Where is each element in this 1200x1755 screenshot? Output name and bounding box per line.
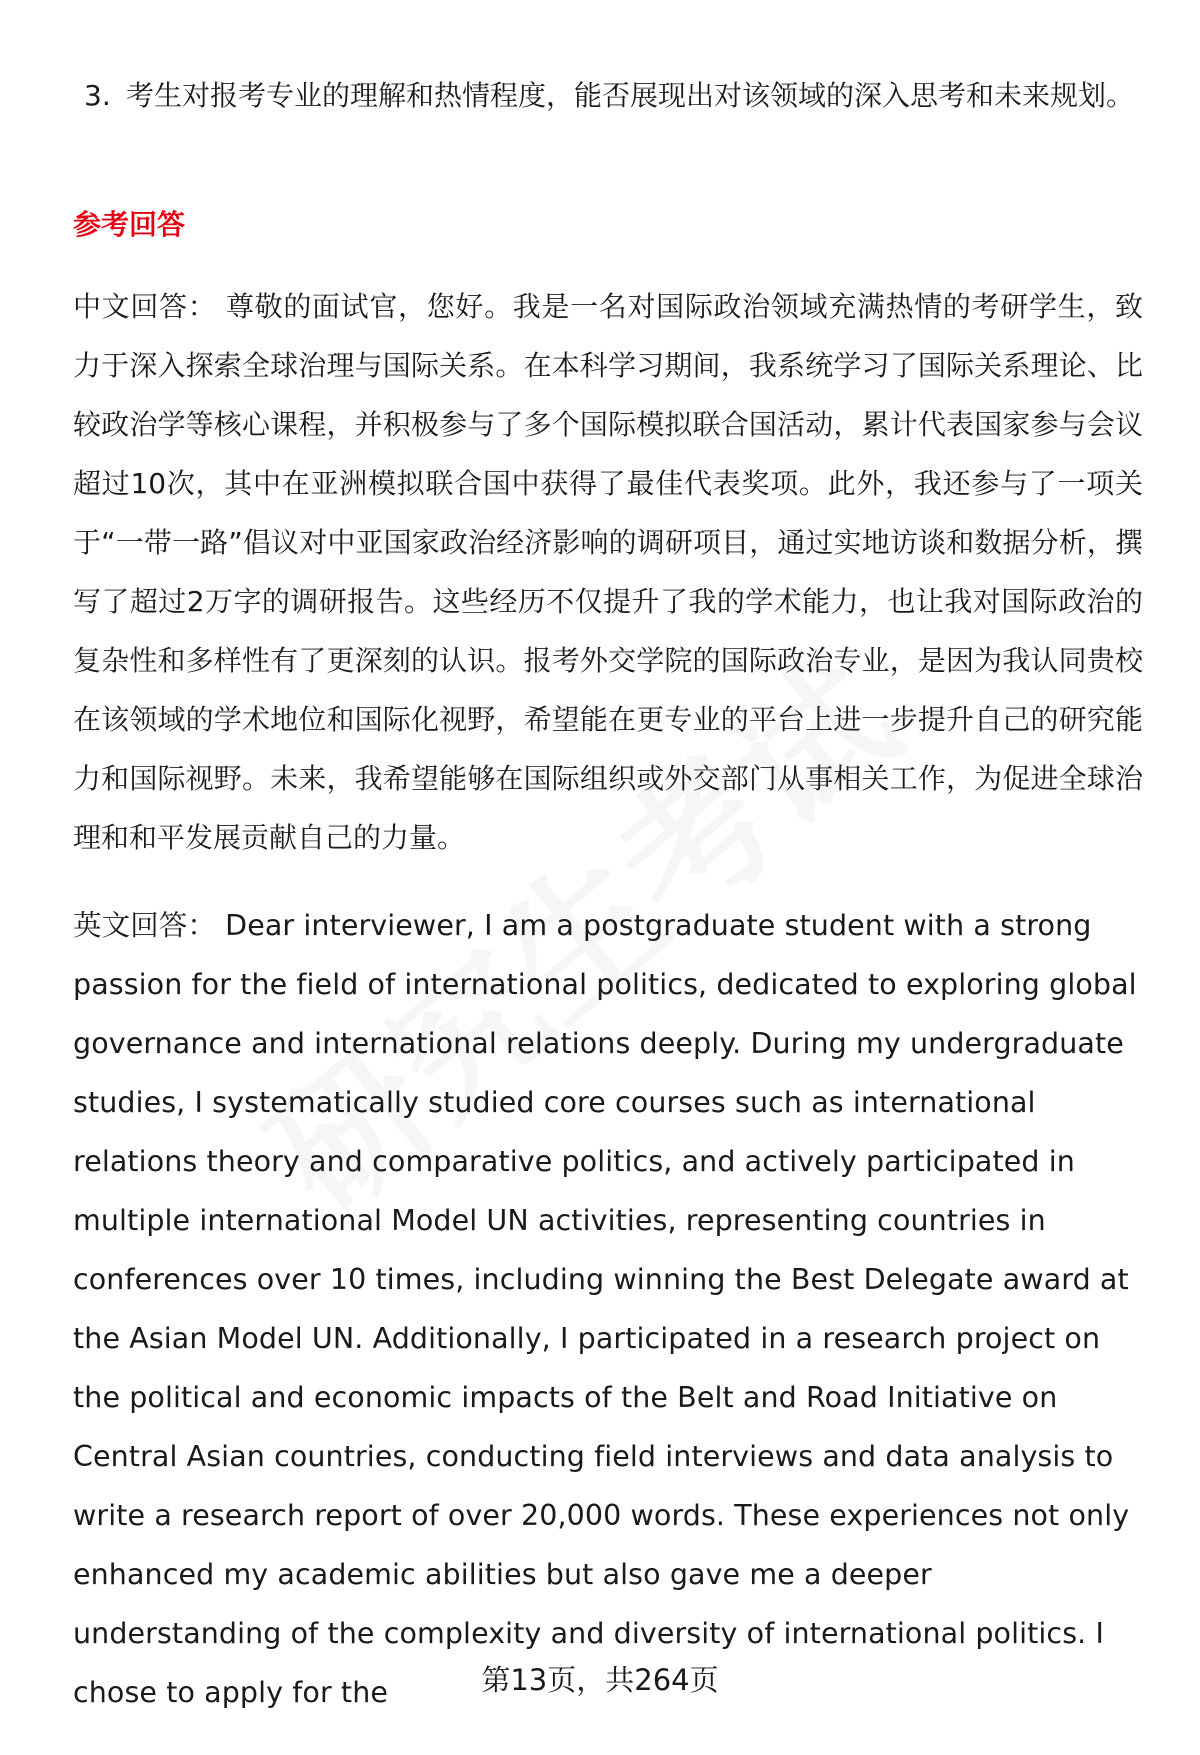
english-answer: 英文回答： Dear interviewer, I am a postgraduate student with a strong passion for the field of international politics, dedicated to exploring global governance and international relations deeply. During my undergraduate studies, I systematically studied core courses such as international relations theory and comparative politics, and actively participated in multiple international Model UN activities, representing countries in conferences over 10 times, including winning the Best Delegate award at the Asian Model UN. Additionally, I participated in a research project on the political and economic impacts of the Belt and Road Initiative on Central Asian countries, conducting field interviews and data analysis to write a research report of over 20,000 words. These experiences not only enhanced my academic abilities but also gave me a deeper understanding of the complexity and diversity of international politics. I chose to apply for the <box>73 909 1137 1709</box>
list-item-3 <box>84 66 1144 125</box>
page-number: 第13页，共264页 <box>481 1663 719 1697</box>
list-text: 考生对报考专业的理解和热情程度，能否展现出对该领域的深入思考和未来规划。 <box>126 79 1135 112</box>
list-number: 3. <box>84 79 111 112</box>
chinese-answer: 中文回答： 尊敬的面试官，您好。我是一名对国际政治领域充满热情的考研学生，致力于深入探索全球治理与国际关系。在本科学习期间，我系统学习了国际关系理论、比较政治学等核心课程，并积极参与了多个国际模拟联合国活动，累计代表国家参与会议超过10次，其中在亚洲模拟联合国中获得了最佳代表奖项。此外，我还参与了一项关于“一带一路”倡议对中亚国家政治经济影响的调研项目，通过实地访谈和数据分析，撰写了超过2万字的调研报告。这些经历不仅提升了我的学术能力，也让我对国际政治的复杂性和多样性有了更深刻的认识。报考外交学院的国际政治专业，是因为我认同贵校在该领域的学术地位和国际化视野，希望能在更专业的平台上进一步提升自己的研究能力和国际视野。未来，我希望能够在国际组织或外交部门从事相关工作，为促进全球治理和和平发展贡献自己的力量。 <box>73 290 1143 854</box>
section-heading: 参考回答 <box>73 208 186 241</box>
